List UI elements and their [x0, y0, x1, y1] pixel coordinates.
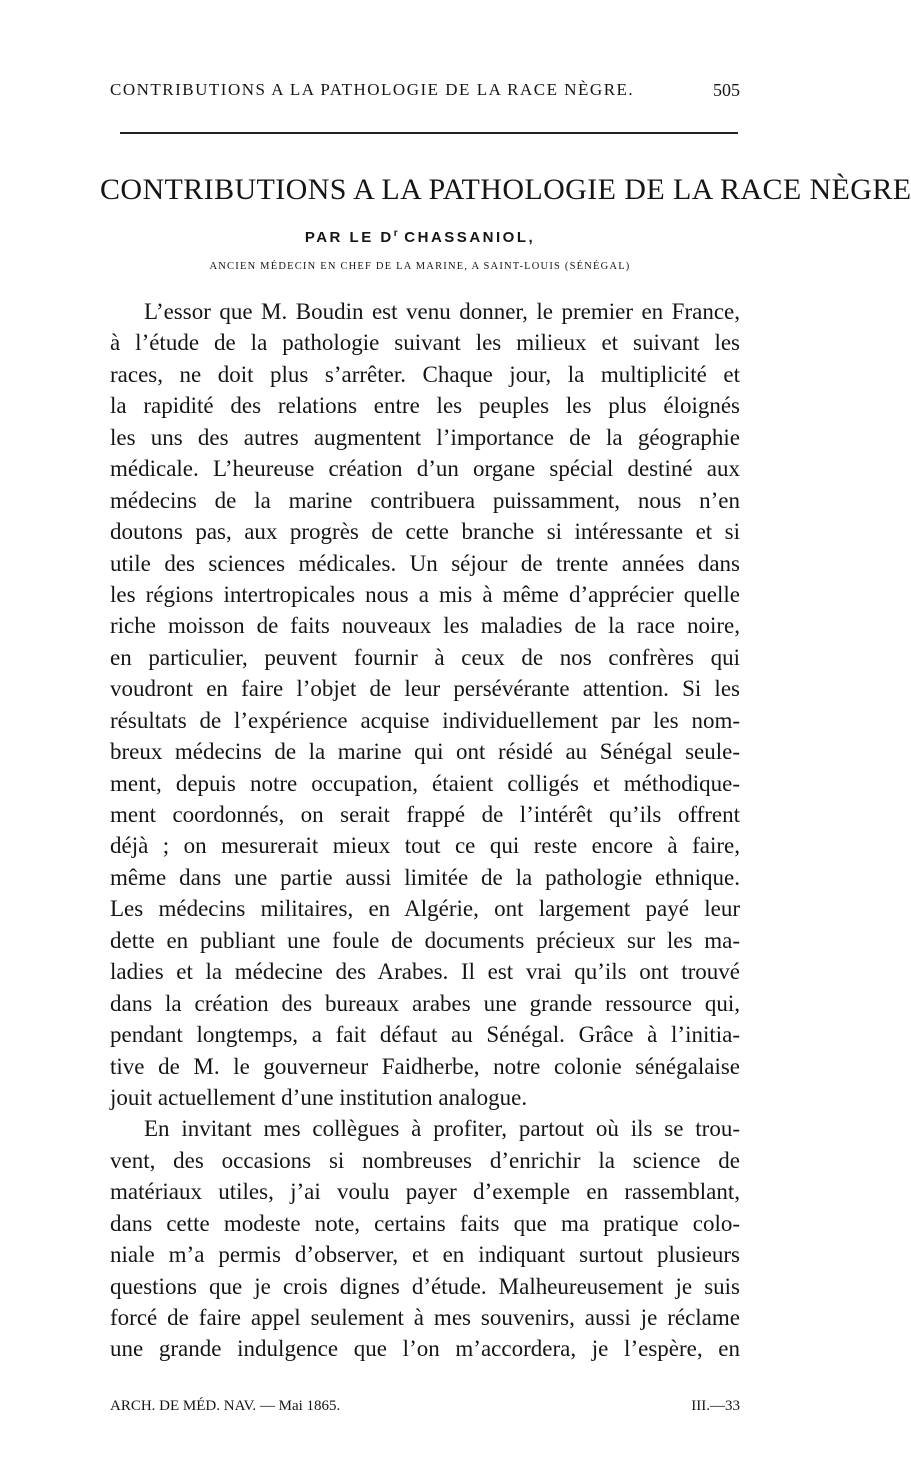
text-line: races, ne doit plus s’arrêter. Chaque jour, la multiplicité et	[110, 361, 740, 387]
page-number: 505	[713, 80, 740, 100]
author-prefix: PAR LE D	[304, 229, 394, 246]
text-line: En invitant mes collègues à profiter, partout où ils se trou-	[144, 1116, 740, 1142]
footer-signature: III.—33	[691, 1398, 740, 1414]
running-title: CONTRIBUTIONS A LA PATHOLOGIE DE LA RACE NÈGRE.	[110, 80, 635, 99]
text-line: matériaux utiles, j’ai voulu payer d’exemple en rassemblant,	[110, 1179, 740, 1205]
text-line: pendant longtemps, a fait défaut au Sénégal. Grâce à l’initia-	[110, 1022, 740, 1048]
text-line: en particulier, peuvent fournir à ceux de nos confrères qui	[110, 644, 740, 670]
article-title: CONTRIBUTIONS A LA PATHOLOGIE DE LA RACE NÈGRE	[100, 173, 911, 206]
author-name: CHASSANIOL,	[397, 229, 536, 246]
text-line: les uns des autres augmentent l’importance de la géographie	[110, 424, 740, 450]
author-line	[100, 228, 740, 246]
text-line: à l’étude de la pathologie suivant les milieux et suivant les	[110, 330, 740, 356]
text-line: résultats de l’expérience acquise individuellement par les nom-	[110, 707, 740, 733]
text-line: jouit actuellement d’une institution analogue.	[110, 1084, 528, 1110]
text-line: médicale. L’heureuse création d’un organe spécial destiné aux	[110, 456, 740, 482]
text-line: la rapidité des relations entre les peuples les plus éloignés	[110, 393, 740, 419]
text-line: dette en publiant une foule de documents précieux sur les ma-	[110, 927, 740, 953]
text-line: même dans une partie aussi limitée de la pathologie ethnique.	[110, 864, 740, 890]
text-line: les régions intertropicales nous a mis à même d’apprécier quelle	[110, 581, 740, 607]
text-line: ment coordonnés, on serait frappé de l’intérêt qu’ils offrent	[110, 802, 740, 827]
text-line: breux médecins de la marine qui ont résidé au Sénégal seule-	[110, 739, 740, 765]
text-line: ladies et la médecine des Arabes. Il est vrai qu’ils ont trouvé	[110, 959, 740, 985]
text-line: forcé de faire appel seulement à mes souvenirs, aussi je réclame	[110, 1305, 740, 1330]
text-line: utile des sciences médicales. Un séjour de trente années dans	[110, 550, 740, 576]
text-line: dans cette modeste note, certains faits que ma pratique colo-	[110, 1210, 740, 1236]
running-header	[110, 80, 740, 104]
text-line: voudront en faire l’objet de leur persévérante attention. Si les	[110, 676, 740, 702]
text-line: une grande indulgence que l’on m’accordera, je l’espère, en	[110, 1336, 740, 1362]
text-line: vent, des occasions si nombreuses d’enrichir la science de	[110, 1147, 740, 1173]
text-line: dans la création des bureaux arabes une grande ressource qui,	[110, 990, 740, 1016]
footer-journal: ARCH. DE MÉD. NAV. — Mai 1865.	[110, 1398, 341, 1414]
text-line: riche moisson de faits nouveaux les maladies de la race noire,	[110, 613, 740, 639]
text-line: doutons pas, aux progrès de cette branche si intéressante et si	[110, 519, 740, 545]
page-footer	[110, 1398, 740, 1424]
author-title-sup: r	[393, 228, 398, 239]
text-line: questions que je crois dignes d’étude. Malheureusement je suis	[110, 1273, 740, 1299]
author-affiliation: ANCIEN MÉDECIN EN CHEF DE LA MARINE, A SAINT-LOUIS (SÉNÉGAL)	[209, 261, 631, 272]
text-line: L’essor que M. Boudin est venu donner, le premier en France,	[144, 299, 740, 324]
header-rule	[120, 132, 738, 134]
text-line: ment, depuis notre occupation, étaient colligés et méthodique-	[110, 770, 740, 796]
text-line: tive de M. le gouverneur Faidherbe, notre colonie sénégalaise	[110, 1053, 740, 1079]
text-line: Les médecins militaires, en Algérie, ont largement payé leur	[110, 896, 740, 922]
text-line: niale m’a permis d’observer, et en indiquant surtout plusieurs	[110, 1242, 740, 1268]
text-line: déjà ; on mesurerait mieux tout ce qui reste encore à faire,	[110, 833, 740, 859]
text-line: médecins de la marine contribuera puissamment, nous n’en	[110, 487, 740, 513]
article-body	[110, 296, 740, 1365]
